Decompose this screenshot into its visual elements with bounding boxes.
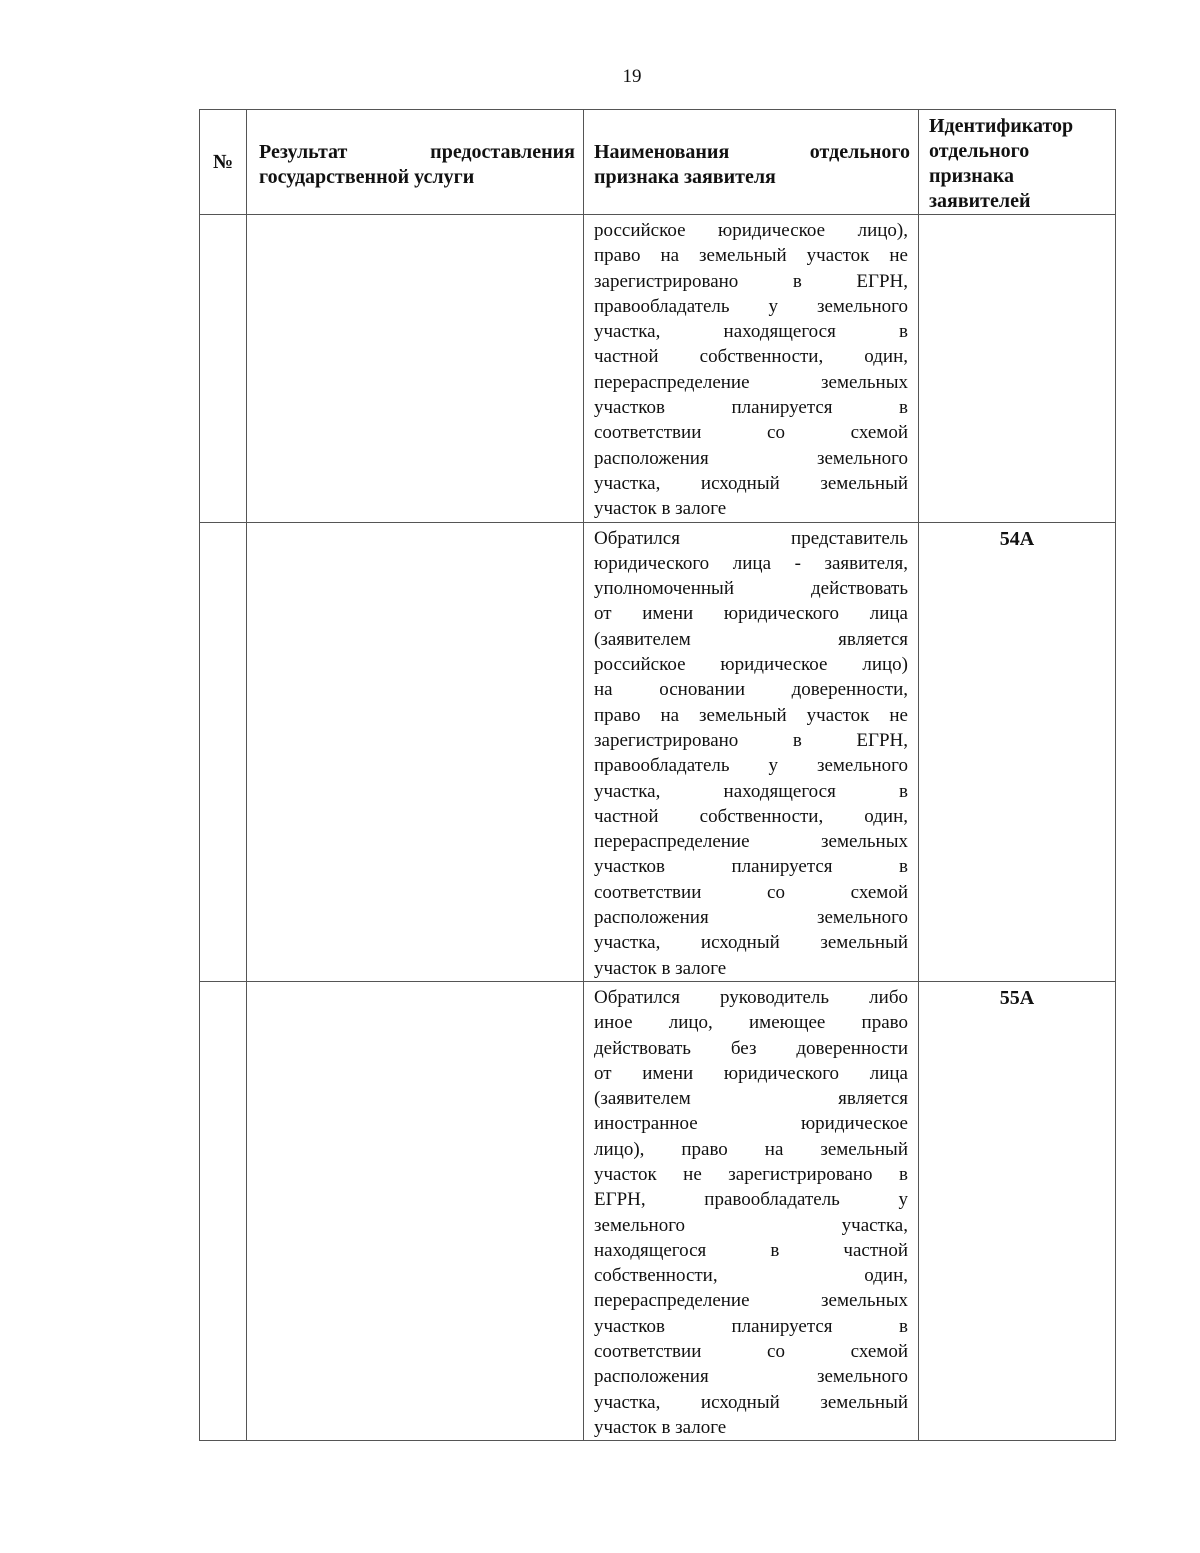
- table-header-row: [200, 110, 1116, 215]
- feature-text-line: от имени юридического лица: [594, 1062, 908, 1084]
- feature-text-line: участка, находящегося в: [594, 321, 908, 343]
- feature-text-line: уполномоченный действовать: [594, 578, 908, 600]
- feature-text-line: (заявителем является: [594, 628, 908, 650]
- feature-text-line: иное лицо, имеющее право: [594, 1012, 908, 1034]
- feature-text-line: расположения земельного: [594, 1366, 908, 1388]
- feature-text-line: право на земельный участок не: [594, 704, 908, 726]
- cell-feature-name: [584, 981, 919, 1440]
- cell-feature-name: [584, 522, 919, 981]
- cell-result: [247, 981, 584, 1440]
- feature-text-line: находящегося в частной: [594, 1239, 908, 1261]
- feature-text-line: участков планируется в: [594, 856, 908, 878]
- feature-text-line: Обратился представитель: [594, 527, 908, 549]
- feature-text-line: соответствии со схемой: [594, 422, 908, 444]
- feature-text-line: участок не зарегистрировано в: [594, 1163, 908, 1185]
- feature-text-line: расположения земельного: [594, 447, 908, 469]
- feature-text-line: на основании доверенности,: [594, 679, 908, 701]
- header-result: Результат предоставления государственной услуги: [247, 110, 584, 215]
- header-name: Наименования отдельного признака заявителя: [584, 110, 919, 215]
- feature-text-line: участков планируется в: [594, 1315, 908, 1337]
- table-body: [200, 215, 1116, 1441]
- feature-text-line: зарегистрировано в ЕГРН,: [594, 729, 908, 751]
- feature-text-line: соответствии со схемой: [594, 1341, 908, 1363]
- feature-text-line: российское юридическое лицо): [594, 654, 908, 676]
- applicant-features-table: [199, 109, 1116, 1441]
- feature-text-line: участка, исходный земельный: [594, 1391, 908, 1413]
- feature-text-line: перераспределение земельных: [594, 831, 908, 853]
- feature-text-line: иностранное юридическое: [594, 1113, 908, 1135]
- feature-text-line: земельного участка,: [594, 1214, 908, 1236]
- cell-result: [247, 215, 584, 523]
- feature-text-line: правообладатель у земельного: [594, 755, 908, 777]
- cell-identifier: 54А: [919, 522, 1116, 981]
- feature-text-line: зарегистрировано в ЕГРН,: [594, 270, 908, 292]
- table-row: [200, 981, 1116, 1440]
- cell-identifier: [919, 215, 1116, 523]
- feature-text-line: юридического лица - заявителя,: [594, 552, 908, 574]
- header-identifier: Идентификатор отдельного признака заявителей: [919, 110, 1116, 215]
- feature-text-line: российское юридическое лицо),: [594, 220, 908, 241]
- cell-number: [200, 522, 247, 981]
- page-number: 19: [622, 66, 642, 87]
- feature-text-line: действовать без доверенности: [594, 1037, 908, 1059]
- header-number: №: [200, 110, 247, 215]
- feature-text-line: право на земельный участок не: [594, 245, 908, 267]
- cell-feature-name: [584, 215, 919, 523]
- feature-text-line: участков планируется в: [594, 397, 908, 419]
- feature-text-line: участок в залоге: [594, 1416, 727, 1438]
- feature-text-line: участок в залоге: [594, 498, 727, 520]
- feature-text-line: Обратился руководитель либо: [594, 986, 908, 1008]
- feature-text-line: участок в залоге: [594, 957, 727, 979]
- feature-text-line: ЕГРН, правообладатель у: [594, 1189, 908, 1211]
- feature-text-line: соответствии со схемой: [594, 881, 908, 903]
- feature-text-line: перераспределение земельных: [594, 1290, 908, 1312]
- cell-number: [200, 981, 247, 1440]
- feature-text-line: частной собственности, один,: [594, 805, 908, 827]
- table-row: [200, 522, 1116, 981]
- feature-text-line: от имени юридического лица: [594, 603, 908, 625]
- feature-text-line: частной собственности, один,: [594, 346, 908, 368]
- feature-text-line: (заявителем является: [594, 1088, 908, 1110]
- feature-text-line: участка, исходный земельный: [594, 472, 908, 494]
- feature-text-line: собственности, один,: [594, 1265, 908, 1287]
- feature-text-line: правообладатель у земельного: [594, 295, 908, 317]
- cell-number: [200, 215, 247, 523]
- cell-identifier: 55А: [919, 981, 1116, 1440]
- feature-text-line: лицо), право на земельный: [594, 1138, 908, 1160]
- feature-text-line: расположения земельного: [594, 907, 908, 929]
- feature-text-line: перераспределение земельных: [594, 371, 908, 393]
- cell-result: [247, 522, 584, 981]
- feature-text-line: участка, исходный земельный: [594, 932, 908, 954]
- feature-text-line: участка, находящегося в: [594, 780, 908, 802]
- table-row: [200, 215, 1116, 523]
